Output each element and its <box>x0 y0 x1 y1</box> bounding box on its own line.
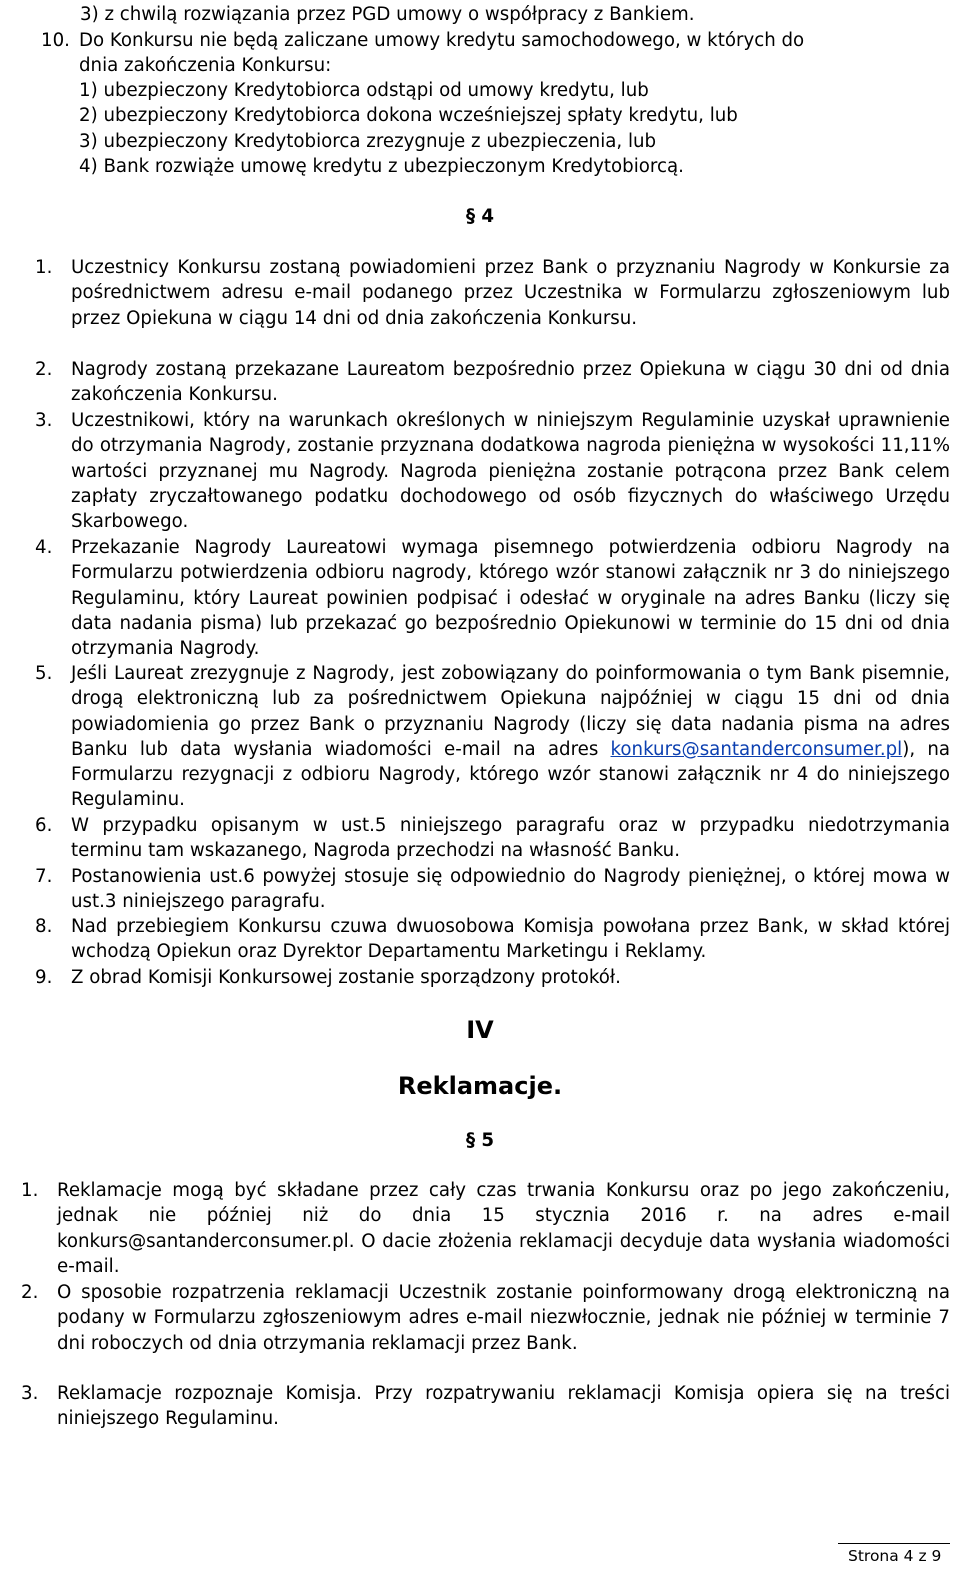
sublist-item-1: 1) ubezpieczony Kredytobiorca odstąpi od umowy kredytu, lub <box>79 80 649 101</box>
s4-item-5-number: 5. <box>35 663 53 684</box>
page-number: Strona 4 z 9 <box>848 1547 942 1565</box>
list-number-10: 10. <box>41 30 70 51</box>
s4-item-9-text: Z obrad Komisji Konkursowej zostanie sporządzony protokół. <box>71 967 621 988</box>
s4-item-5-text <box>71 661 950 813</box>
sublist-item-4: 4) Bank rozwiąże umowę kredytu z ubezpieczonym Kredytobiorcą. <box>79 156 684 177</box>
s4-item-8-number: 8. <box>35 916 53 937</box>
list-item-3-termination: 3) z chwilą rozwiązania przez PGD umowy o współpracy z Bankiem. <box>80 4 695 25</box>
sublist-item-2: 2) ubezpieczony Kredytobiorca dokona wcześniejszej spłaty kredytu, lub <box>79 105 738 126</box>
s4-item-4-number: 4. <box>35 537 53 558</box>
section-5-heading: § 5 <box>465 1130 495 1151</box>
s5-item-2-text: O sposobie rozpatrzenia reklamacji Uczestnik zostanie poinformowany drogą elektroniczną na podany w Formularzu zgłoszeniowym adres e-mail niezwłocznie, jednak nie później w terminie 7 dni roboczych od dnia otrzymania reklamacji przez Bank. <box>57 1282 950 1354</box>
email-link[interactable]: konkurs@santanderconsumer.pl <box>610 738 903 760</box>
s4-item-1-text: Uczestnicy Konkursu zostaną powiadomieni przez Bank o przyznaniu Nagrody w Konkursie za pośrednictwem adresu e-mail podanego przez Uczestnika w Formularzu zgłoszeniowym lub przez Opiekuna w ciągu 14 dni od dnia zakończenia Konkursu. <box>71 257 950 329</box>
section-4-heading: § 4 <box>465 206 495 227</box>
s4-item-5-text-before: Jeśli Laureat zrezygnuje z Nagrody, jest zobowiązany do poinformowania o tym Bank pisemnie, drogą elektroniczną lub za pośrednictwem Opiekuna najpóźniej w ciągu 15 dni od dnia powiadomienia go przez Bank o przyznaniu Nagrody (liczy się data nadania pisma na adres Banku lub data wysłania wiadomości e-mail na adres <box>71 663 950 760</box>
chapter-roman-numeral: IV <box>466 1016 494 1044</box>
s4-item-7-number: 7. <box>35 866 53 887</box>
s4-item-6-number: 6. <box>35 815 53 836</box>
s4-item-3-text: Uczestnikowi, który na warunkach określonych w niniejszym Regulaminie uzyskał uprawnienie do otrzymania Nagrody, zostanie przyznana dodatkowa nagroda pieniężna w wysokości 11,11% wartości przyznanej mu Nagrody. Nagroda pieniężna zostanie potrącona przez Bank celem zapłaty zryczałtowanego podatku dochodowego od osób fizycznych do właściwego Urzędu Skarbowego. <box>71 410 950 533</box>
sublist-item-3: 3) ubezpieczony Kredytobiorca zrezygnuje z ubezpieczenia, lub <box>79 131 657 152</box>
s4-item-6-text: W przypadku opisanym w ust.5 niniejszego paragrafu oraz w przypadku niedotrzymania terminu tam wskazanego, Nagroda przechodzi na własność Banku. <box>71 815 950 862</box>
s5-item-2-number: 2. <box>21 1282 39 1303</box>
s5-item-3-text: Reklamacje rozpoznaje Komisja. Przy rozpatrywaniu reklamacji Komisja opiera się na treści niniejszego Regulaminu. <box>57 1383 950 1430</box>
paragraph-10-intro-line1: Do Konkursu nie będą zaliczane umowy kredytu samochodowego, w których do <box>79 30 805 51</box>
footer-divider <box>838 1543 950 1544</box>
s4-item-9-number: 9. <box>35 967 53 988</box>
s4-item-2-number: 2. <box>35 359 53 380</box>
s4-item-7-text: Postanowienia ust.6 powyżej stosuje się odpowiednio do Nagrody pieniężnej, o której mowa w ust.3 niniejszego paragrafu. <box>71 866 950 913</box>
s4-item-2-text: Nagrody zostaną przekazane Laureatom bezpośrednio przez Opiekuna w ciągu 30 dni od dnia zakończenia Konkursu. <box>71 359 950 406</box>
paragraph-10-intro-line2: dnia zakończenia Konkursu: <box>79 55 332 76</box>
chapter-title: Reklamacje. <box>397 1072 563 1100</box>
s4-item-5-text-after: ), na Formularzu rezygnacji z odbioru Nagrody, którego wzór stanowi załącznik nr 4 do niniejszego Regulaminu. <box>71 738 950 811</box>
s5-item-3-number: 3. <box>21 1383 39 1404</box>
s4-item-4-text: Przekazanie Nagrody Laureatowi wymaga pisemnego potwierdzenia odbioru Nagrody na Formularzu potwierdzenia odbioru nagrody, którego wzór stanowi załącznik nr 3 do niniejszego Regulaminu, który Laureat powinien podpisać i odesłać w oryginale na adres Banku (liczy się data nadania pisma) lub przekazać go bezpośrednio Opiekunowi w terminie do 15 dni od dnia otrzymania Nagrody. <box>71 537 950 660</box>
s4-item-3-number: 3. <box>35 410 53 431</box>
s5-item-1-number: 1. <box>21 1180 39 1201</box>
s4-item-8-text: Nad przebiegiem Konkursu czuwa dwuosobowa Komisja powołana przez Bank, w skład której wchodzą Opiekun oraz Dyrektor Departamentu Marketingu i Reklamy. <box>71 916 950 963</box>
s4-item-1-number: 1. <box>35 257 53 278</box>
s5-item-1-text: Reklamacje mogą być składane przez cały czas trwania Konkursu oraz po jego zakończeniu, jednak nie później niż do dnia 15 stycznia 2016 r. na adres e-mail konkurs@santanderconsumer.pl. O dacie złożenia reklamacji decyduje data wysłania wiadomości e-mail. <box>57 1180 950 1277</box>
